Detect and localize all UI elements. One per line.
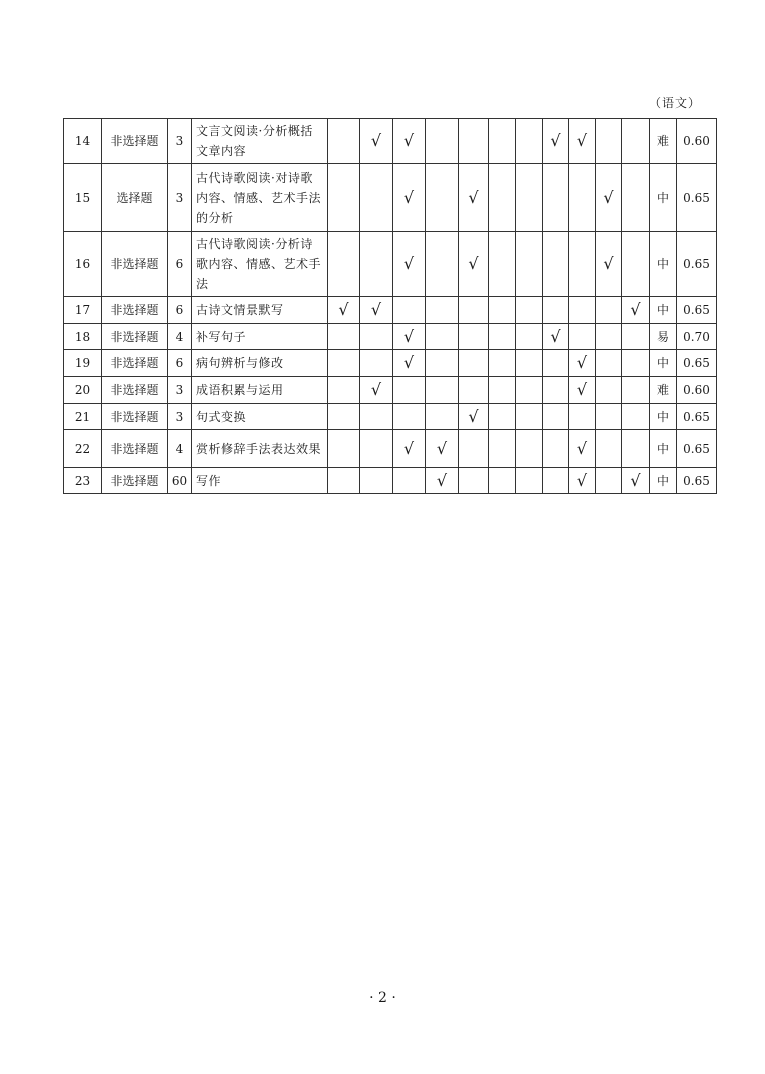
difficulty-cell: 中: [650, 404, 677, 430]
difficulty-cell: 难: [650, 377, 677, 404]
mark-cell: [459, 324, 489, 350]
mark-cell: [489, 350, 516, 377]
mark-cell: [328, 468, 360, 494]
content-cell: 文言文阅读·分析概括文章内容: [192, 119, 328, 164]
mark-cell: [489, 164, 516, 232]
mark-cell: [393, 404, 426, 430]
mark-cell: [426, 232, 459, 297]
table-row: [64, 430, 717, 468]
check-mark-cell: √: [393, 430, 426, 468]
mark-cell: [569, 297, 596, 324]
mark-cell: [516, 164, 543, 232]
question-number-cell: 19: [64, 350, 102, 377]
score-cell: 6: [168, 232, 192, 297]
difficulty-cell: 中: [650, 297, 677, 324]
check-mark-cell: √: [360, 377, 393, 404]
check-mark-cell: √: [360, 119, 393, 164]
check-mark-cell: √: [622, 468, 650, 494]
check-mark-cell: √: [569, 430, 596, 468]
mark-cell: [328, 430, 360, 468]
mark-cell: [459, 350, 489, 377]
mark-cell: [393, 297, 426, 324]
content-cell: 古代诗歌阅读·对诗歌内容、情感、艺术手法的分析: [192, 164, 328, 232]
content-cell: 病句辨析与修改: [192, 350, 328, 377]
mark-cell: [328, 119, 360, 164]
mark-cell: [459, 297, 489, 324]
mark-cell: [622, 119, 650, 164]
subject-label: （语文）: [648, 96, 701, 110]
score-cell: 4: [168, 324, 192, 350]
mark-cell: [543, 377, 569, 404]
check-mark-cell: √: [569, 377, 596, 404]
question-number-cell: 23: [64, 468, 102, 494]
check-mark-cell: √: [459, 164, 489, 232]
mark-cell: [459, 430, 489, 468]
mark-cell: [360, 232, 393, 297]
mark-cell: [459, 377, 489, 404]
exam-spec-table: [63, 118, 717, 494]
table-row: [64, 324, 717, 350]
content-cell: 赏析修辞手法表达效果: [192, 430, 328, 468]
check-mark-cell: √: [543, 324, 569, 350]
question-type-cell: 选择题: [102, 164, 168, 232]
mark-cell: [489, 324, 516, 350]
check-mark-cell: √: [596, 232, 622, 297]
question-type-cell: 非选择题: [102, 119, 168, 164]
difficulty-cell: 中: [650, 164, 677, 232]
check-mark-cell: √: [596, 164, 622, 232]
check-mark-cell: √: [393, 119, 426, 164]
table-row: [64, 119, 717, 164]
mark-cell: [489, 377, 516, 404]
mark-cell: [516, 324, 543, 350]
mark-cell: [543, 468, 569, 494]
question-number-cell: 18: [64, 324, 102, 350]
mark-cell: [569, 232, 596, 297]
score-cell: 3: [168, 119, 192, 164]
question-number-cell: 22: [64, 430, 102, 468]
score-cell: 3: [168, 164, 192, 232]
question-type-cell: 非选择题: [102, 350, 168, 377]
content-cell: 句式变换: [192, 404, 328, 430]
mark-cell: [426, 119, 459, 164]
mark-cell: [426, 324, 459, 350]
check-mark-cell: √: [393, 164, 426, 232]
mark-cell: [489, 232, 516, 297]
question-number-cell: 15: [64, 164, 102, 232]
question-type-cell: 非选择题: [102, 232, 168, 297]
table-row: [64, 377, 717, 404]
difficulty-cell: 易: [650, 324, 677, 350]
mark-cell: [596, 430, 622, 468]
content-cell: 成语积累与运用: [192, 377, 328, 404]
mark-cell: [596, 350, 622, 377]
mark-cell: [622, 164, 650, 232]
mark-cell: [426, 350, 459, 377]
coefficient-cell: 0.65: [677, 404, 717, 430]
mark-cell: [328, 324, 360, 350]
check-mark-cell: √: [459, 404, 489, 430]
mark-cell: [360, 164, 393, 232]
mark-cell: [516, 404, 543, 430]
score-cell: 6: [168, 350, 192, 377]
mark-cell: [596, 119, 622, 164]
table-row: [64, 350, 717, 377]
question-type-cell: 非选择题: [102, 377, 168, 404]
check-mark-cell: √: [360, 297, 393, 324]
check-mark-cell: √: [459, 232, 489, 297]
mark-cell: [328, 164, 360, 232]
table-row: [64, 297, 717, 324]
check-mark-cell: √: [393, 232, 426, 297]
check-mark-cell: √: [569, 119, 596, 164]
mark-cell: [622, 377, 650, 404]
mark-cell: [543, 430, 569, 468]
check-mark-cell: √: [569, 468, 596, 494]
mark-cell: [516, 297, 543, 324]
mark-cell: [569, 404, 596, 430]
mark-cell: [543, 297, 569, 324]
mark-cell: [360, 404, 393, 430]
question-number-cell: 14: [64, 119, 102, 164]
mark-cell: [516, 119, 543, 164]
difficulty-cell: 中: [650, 430, 677, 468]
table-row: [64, 232, 717, 297]
mark-cell: [426, 297, 459, 324]
score-cell: 3: [168, 377, 192, 404]
mark-cell: [596, 297, 622, 324]
mark-cell: [360, 350, 393, 377]
mark-cell: [328, 350, 360, 377]
mark-cell: [426, 164, 459, 232]
mark-cell: [459, 119, 489, 164]
mark-cell: [328, 377, 360, 404]
mark-cell: [360, 468, 393, 494]
check-mark-cell: √: [543, 119, 569, 164]
table-body: [64, 119, 717, 494]
mark-cell: [569, 164, 596, 232]
check-mark-cell: √: [569, 350, 596, 377]
difficulty-cell: 中: [650, 232, 677, 297]
content-cell: 写作: [192, 468, 328, 494]
mark-cell: [489, 297, 516, 324]
mark-cell: [622, 430, 650, 468]
question-type-cell: 非选择题: [102, 404, 168, 430]
mark-cell: [516, 350, 543, 377]
coefficient-cell: 0.65: [677, 232, 717, 297]
score-cell: 60: [168, 468, 192, 494]
mark-cell: [543, 232, 569, 297]
coefficient-cell: 0.65: [677, 164, 717, 232]
question-type-cell: 非选择题: [102, 297, 168, 324]
mark-cell: [459, 468, 489, 494]
mark-cell: [569, 324, 596, 350]
score-cell: 6: [168, 297, 192, 324]
content-cell: 补写句子: [192, 324, 328, 350]
mark-cell: [393, 468, 426, 494]
mark-cell: [596, 404, 622, 430]
mark-cell: [516, 377, 543, 404]
table-row: [64, 404, 717, 430]
mark-cell: [328, 404, 360, 430]
score-cell: 3: [168, 404, 192, 430]
mark-cell: [328, 232, 360, 297]
question-number-cell: 21: [64, 404, 102, 430]
mark-cell: [596, 468, 622, 494]
mark-cell: [360, 324, 393, 350]
check-mark-cell: √: [328, 297, 360, 324]
check-mark-cell: √: [426, 430, 459, 468]
mark-cell: [622, 232, 650, 297]
coefficient-cell: 0.65: [677, 468, 717, 494]
mark-cell: [426, 377, 459, 404]
question-type-cell: 非选择题: [102, 468, 168, 494]
mark-cell: [516, 468, 543, 494]
mark-cell: [543, 164, 569, 232]
mark-cell: [516, 232, 543, 297]
coefficient-cell: 0.60: [677, 377, 717, 404]
question-number-cell: 17: [64, 297, 102, 324]
mark-cell: [543, 350, 569, 377]
mark-cell: [489, 404, 516, 430]
page-number: · 2 ·: [369, 990, 396, 1006]
mark-cell: [360, 430, 393, 468]
mark-cell: [596, 324, 622, 350]
coefficient-cell: 0.65: [677, 430, 717, 468]
mark-cell: [489, 119, 516, 164]
difficulty-cell: 中: [650, 468, 677, 494]
mark-cell: [426, 404, 459, 430]
content-cell: 古代诗歌阅读·分析诗歌内容、情感、艺术手法: [192, 232, 328, 297]
mark-cell: [622, 404, 650, 430]
question-number-cell: 16: [64, 232, 102, 297]
mark-cell: [596, 377, 622, 404]
mark-cell: [489, 430, 516, 468]
mark-cell: [516, 430, 543, 468]
coefficient-cell: 0.70: [677, 324, 717, 350]
mark-cell: [622, 324, 650, 350]
content-cell: 古诗文情景默写: [192, 297, 328, 324]
mark-cell: [489, 468, 516, 494]
check-mark-cell: √: [393, 350, 426, 377]
difficulty-cell: 难: [650, 119, 677, 164]
mark-cell: [393, 377, 426, 404]
question-type-cell: 非选择题: [102, 324, 168, 350]
mark-cell: [543, 404, 569, 430]
coefficient-cell: 0.60: [677, 119, 717, 164]
score-cell: 4: [168, 430, 192, 468]
coefficient-cell: 0.65: [677, 350, 717, 377]
check-mark-cell: √: [622, 297, 650, 324]
check-mark-cell: √: [393, 324, 426, 350]
table-row: [64, 164, 717, 232]
mark-cell: [622, 350, 650, 377]
difficulty-cell: 中: [650, 350, 677, 377]
check-mark-cell: √: [426, 468, 459, 494]
question-number-cell: 20: [64, 377, 102, 404]
table-row: [64, 468, 717, 494]
question-type-cell: 非选择题: [102, 430, 168, 468]
coefficient-cell: 0.65: [677, 297, 717, 324]
